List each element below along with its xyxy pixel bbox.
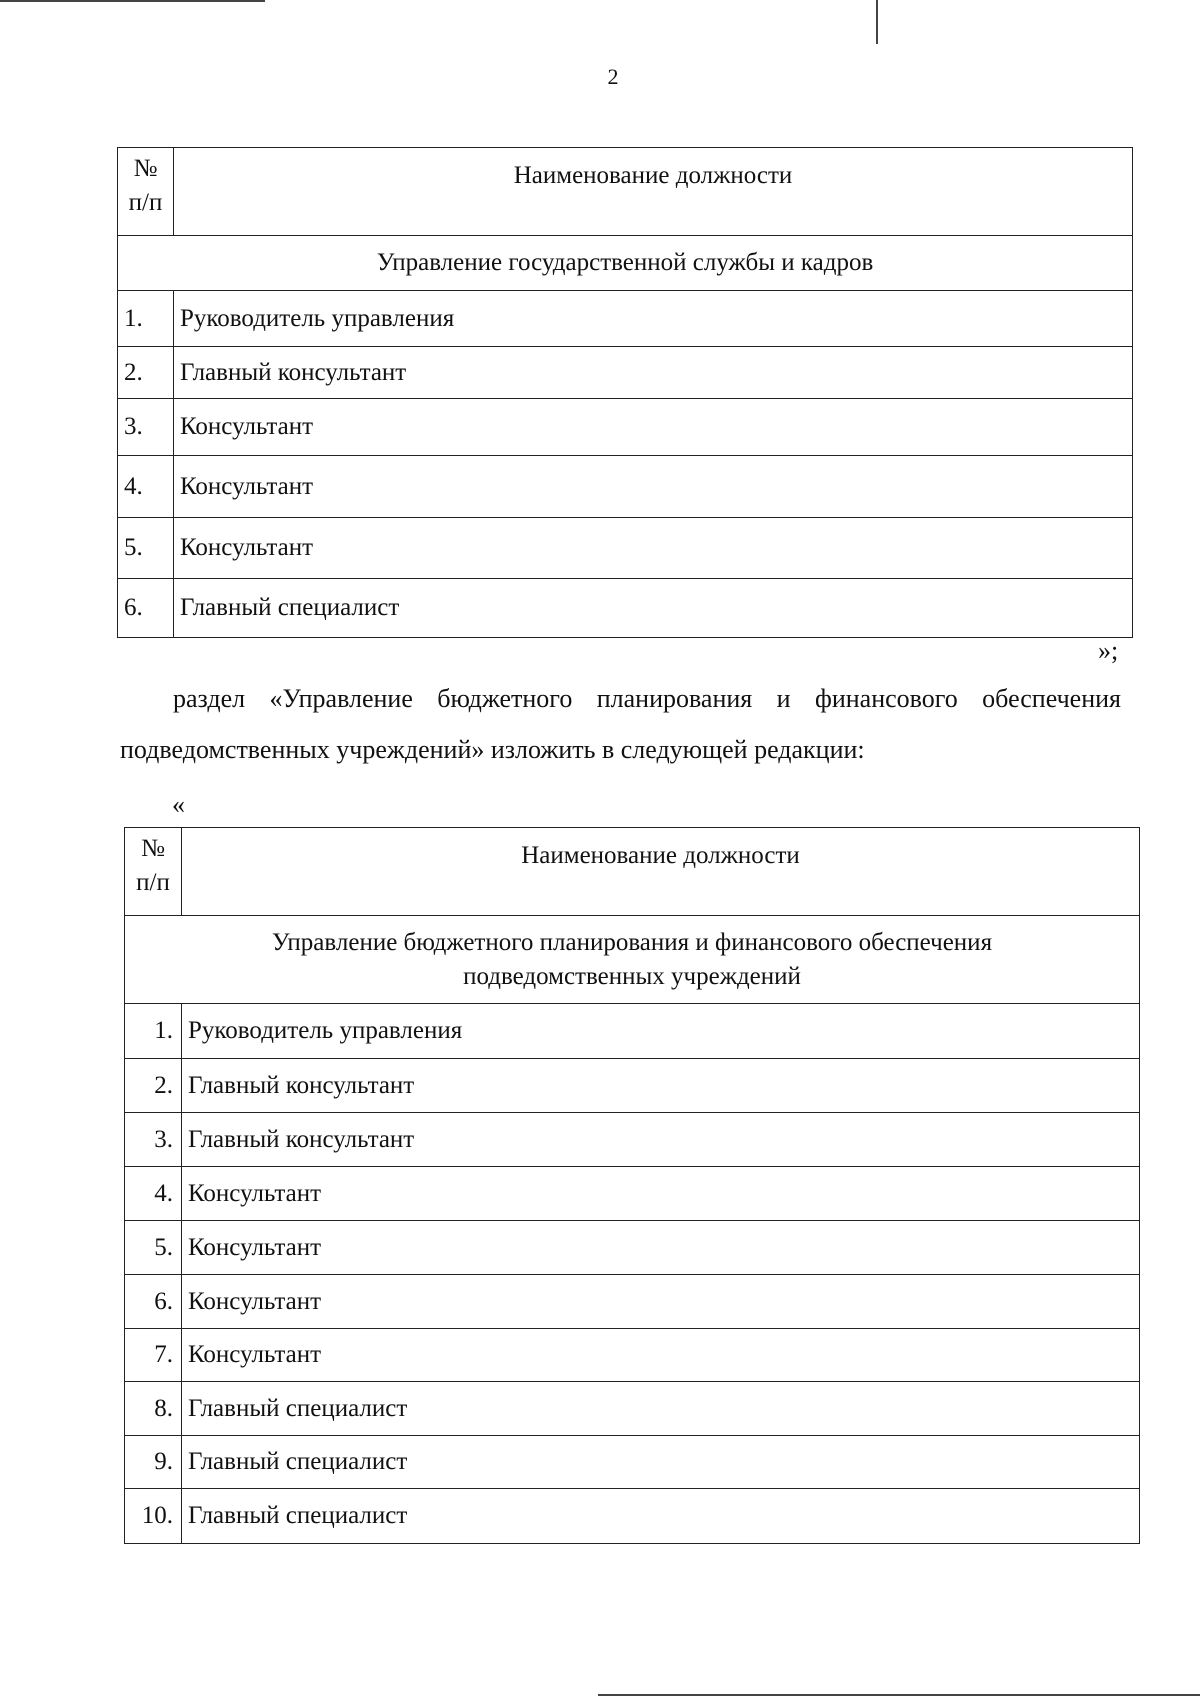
row-number: 1. bbox=[125, 1004, 182, 1059]
column-header-position: Наименование должности bbox=[174, 148, 1133, 236]
table-row bbox=[125, 1113, 1140, 1167]
table-row bbox=[125, 1436, 1140, 1489]
table-row bbox=[118, 399, 1133, 456]
table-row bbox=[125, 1004, 1140, 1059]
row-number: 2. bbox=[118, 347, 174, 399]
position-name: Консультант bbox=[182, 1275, 1140, 1329]
column-header-number bbox=[118, 148, 174, 236]
position-name: Консультант bbox=[174, 399, 1133, 456]
scan-edge-line-bottom bbox=[598, 1694, 1200, 1696]
header-num-label: № п/п bbox=[128, 155, 163, 216]
section-row bbox=[125, 916, 1140, 1004]
position-name: Руководитель управления bbox=[174, 291, 1133, 347]
scan-edge-line-right bbox=[876, 0, 878, 44]
row-number: 1. bbox=[118, 291, 174, 347]
table-row bbox=[125, 1167, 1140, 1221]
position-name: Главный специалист bbox=[182, 1489, 1140, 1544]
paragraph-line-2: подведомственных учреждений» изложить в следующей редакции: bbox=[120, 735, 865, 764]
row-number: 5. bbox=[118, 518, 174, 579]
table-row bbox=[125, 1275, 1140, 1329]
row-number: 4. bbox=[125, 1167, 182, 1221]
row-number: 3. bbox=[118, 399, 174, 456]
position-name: Главный консультант bbox=[182, 1113, 1140, 1167]
positions-table-hr bbox=[117, 147, 1133, 638]
section-title-text: Управление бюджетного планирования и финансового обеспечения подведомственных учреждений bbox=[271, 928, 993, 990]
row-number: 3. bbox=[125, 1113, 182, 1167]
row-number: 8. bbox=[125, 1382, 182, 1436]
position-name: Консультант bbox=[182, 1329, 1140, 1382]
position-name: Главный специалист bbox=[182, 1436, 1140, 1489]
position-name: Руководитель управления bbox=[182, 1004, 1140, 1059]
table-row bbox=[118, 579, 1133, 638]
row-number: 2. bbox=[125, 1059, 182, 1113]
table-row bbox=[125, 1489, 1140, 1544]
section-title bbox=[125, 916, 1140, 1004]
table-row bbox=[125, 1221, 1140, 1275]
opening-quote: « bbox=[172, 790, 185, 819]
table-header-row bbox=[125, 828, 1140, 916]
table-row bbox=[125, 1382, 1140, 1436]
position-name: Консультант bbox=[174, 456, 1133, 518]
table-header-row bbox=[118, 148, 1133, 236]
position-name: Консультант bbox=[174, 518, 1133, 579]
scan-edge-line-top bbox=[0, 0, 265, 2]
table-row bbox=[118, 518, 1133, 579]
section-row bbox=[118, 236, 1133, 291]
header-num-label: № п/п bbox=[136, 835, 170, 896]
position-name: Главный специалист bbox=[182, 1382, 1140, 1436]
row-number: 10. bbox=[125, 1489, 182, 1544]
table-row bbox=[118, 291, 1133, 347]
table-row bbox=[118, 456, 1133, 518]
position-name: Консультант bbox=[182, 1167, 1140, 1221]
paragraph-line-1: раздел «Управление бюджетного планирования и финансового обеспечения bbox=[173, 684, 1121, 713]
position-name: Главный специалист bbox=[174, 579, 1133, 638]
closing-quote: »; bbox=[1098, 636, 1119, 665]
positions-table-budget bbox=[124, 827, 1140, 1544]
row-number: 9. bbox=[125, 1436, 182, 1489]
table-row bbox=[118, 347, 1133, 399]
column-header-position: Наименование должности bbox=[182, 828, 1140, 916]
row-number: 7. bbox=[125, 1329, 182, 1382]
page-number: 2 bbox=[607, 64, 619, 89]
table-row bbox=[125, 1329, 1140, 1382]
position-name: Главный консультант bbox=[182, 1059, 1140, 1113]
table-row bbox=[125, 1059, 1140, 1113]
row-number: 6. bbox=[125, 1275, 182, 1329]
row-number: 4. bbox=[118, 456, 174, 518]
section-title: Управление государственной службы и кадров bbox=[118, 236, 1133, 291]
row-number: 5. bbox=[125, 1221, 182, 1275]
position-name: Главный консультант bbox=[174, 347, 1133, 399]
position-name: Консультант bbox=[182, 1221, 1140, 1275]
row-number: 6. bbox=[118, 579, 174, 638]
column-header-number bbox=[125, 828, 182, 916]
